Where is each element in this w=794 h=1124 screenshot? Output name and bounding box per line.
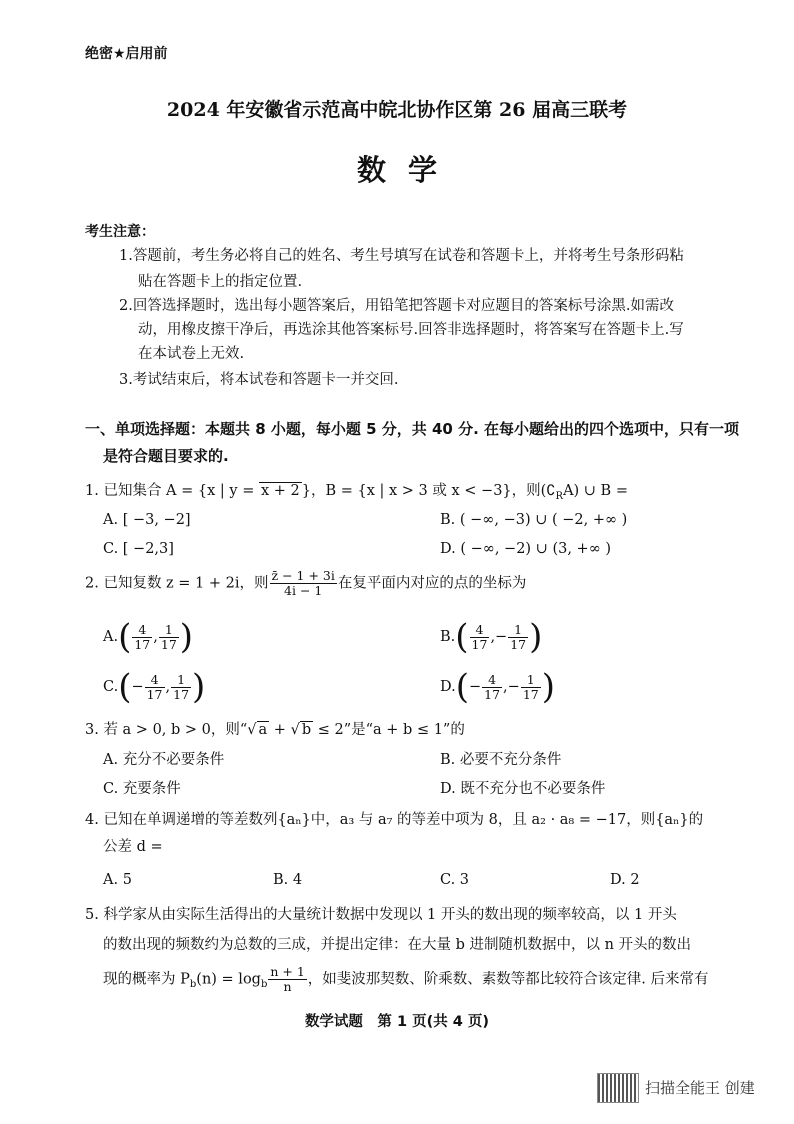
q1-option-b: B. ( −∞, −3) ∪ ( −2, +∞ ) [440, 512, 628, 528]
question-5-cont2: 现的概率为 $P_b(n) = \log_b$ $\frac{n + 1}{n}$ ，如斐波那契数、阶乘数、素数等都比较符合该定律. 后来常有 [103, 964, 709, 994]
q2-option-a: A.( $\frac{4}{17}$ , $\frac{1}{17}$ ) [103, 617, 194, 657]
question-4: 4. 已知在单调递增的等差数列{aₙ}中，a₃ 与 a₇ 的等差中项为 8，且 a₂ · a₈ = −17，则{aₙ}的 [85, 812, 704, 828]
q4-option-b: B. 4 [273, 872, 303, 888]
section-heading-cont: 是符合题目要求的. [103, 447, 229, 465]
q4-option-a: A. 5 [103, 872, 132, 888]
notice-item-3: 3.考试结束后，将本试卷和答题卡一并交回. [119, 372, 399, 388]
q2-option-c: C.(− $\frac{4}{17}$ , $\frac{1}{17}$ ) [103, 667, 206, 707]
notice-item-1-cont: 贴在答题卡上的指定位置. [138, 274, 303, 290]
q1-option-d: D. ( −∞, −2) ∪ (3, +∞ ) [440, 541, 612, 557]
question-5-cont: 的数出现的频数约为总数的三成，并提出定律：在大量 b 进制随机数据中，以 n 开头的数出 [103, 937, 692, 953]
q4-option-d: D. 2 [610, 872, 640, 888]
q2-option-b: B.( $\frac{4}{17}$ ,− $\frac{1}{17}$ ) [440, 617, 543, 657]
question-1: 1. 已知集合 A = {x | y = x + 2 }，B = {x | x > 3 或 x < −3}，则$(∁_RA)$ ∪ B = [85, 483, 628, 502]
q3-option-c: C. 充要条件 [103, 781, 181, 797]
question-4-cont: 公差 d = [103, 839, 163, 855]
notice-item-2: 2.回答选择题时，选出每小题答案后，用铅笔把答题卡对应题目的答案标号涂黑.如需改 [119, 298, 674, 314]
exam-title: 2024 年安徽省示范高中皖北协作区第 26 届高三联考 [166, 99, 628, 121]
q3-option-d: D. 既不充分也不必要条件 [440, 781, 606, 797]
question-3: 3. 若 a > 0, b > 0，则“√ a + √ b ≤ 2”是“a + b ≤ 1”的 [85, 722, 465, 738]
notice-title: 考生注意： [85, 224, 155, 240]
q1-option-c: C. [ −2,3] [103, 541, 174, 557]
question-2: 2. 已知复数 z = 1 + 2i，则 $\frac{z̄ - 1 + 3i}{4i - 1}$ 在复平面内对应的点的坐标为 [85, 568, 527, 598]
notice-item-2-cont2: 在本试卷上无效. [138, 346, 245, 362]
q3-option-b: B. 必要不充分条件 [440, 752, 562, 768]
qr-code-icon [597, 1073, 639, 1103]
watermark-text: 扫描全能王 创建 [645, 1079, 755, 1097]
confidential-label: 绝密★启用前 [85, 46, 168, 62]
section-heading: 一、单项选择题：本题共 8 小题，每小题 5 分，共 40 分. 在每小题给出的四个选项中，只有一项 [85, 420, 740, 438]
q3-option-a: A. 充分不必要条件 [103, 752, 225, 768]
q4-option-c: C. 3 [440, 872, 470, 888]
question-5: 5. 科学家从由实际生活得出的大量统计数据中发现以 1 开头的数出现的频率较高，以 1 开头 [85, 907, 677, 923]
notice-item-1: 1.答题前，考生务必将自己的姓名、考生号填写在试卷和答题卡上，并将考生号条形码粘 [119, 248, 684, 264]
scanner-watermark [597, 1073, 755, 1103]
subject-title: 数学 [356, 153, 459, 187]
q2-option-d: D.(− $\frac{4}{17}$ ,− $\frac{1}{17}$ ) [440, 667, 555, 707]
q1-option-a: A. [ −3, −2] [103, 512, 191, 528]
notice-item-2-cont: 动，用橡皮擦干净后，再选涂其他答案标号.回答非选择题时，将答案写在答题卡上.写 [138, 322, 684, 338]
page-footer: 数学试题 第 1 页(共 4 页) [304, 1014, 490, 1030]
